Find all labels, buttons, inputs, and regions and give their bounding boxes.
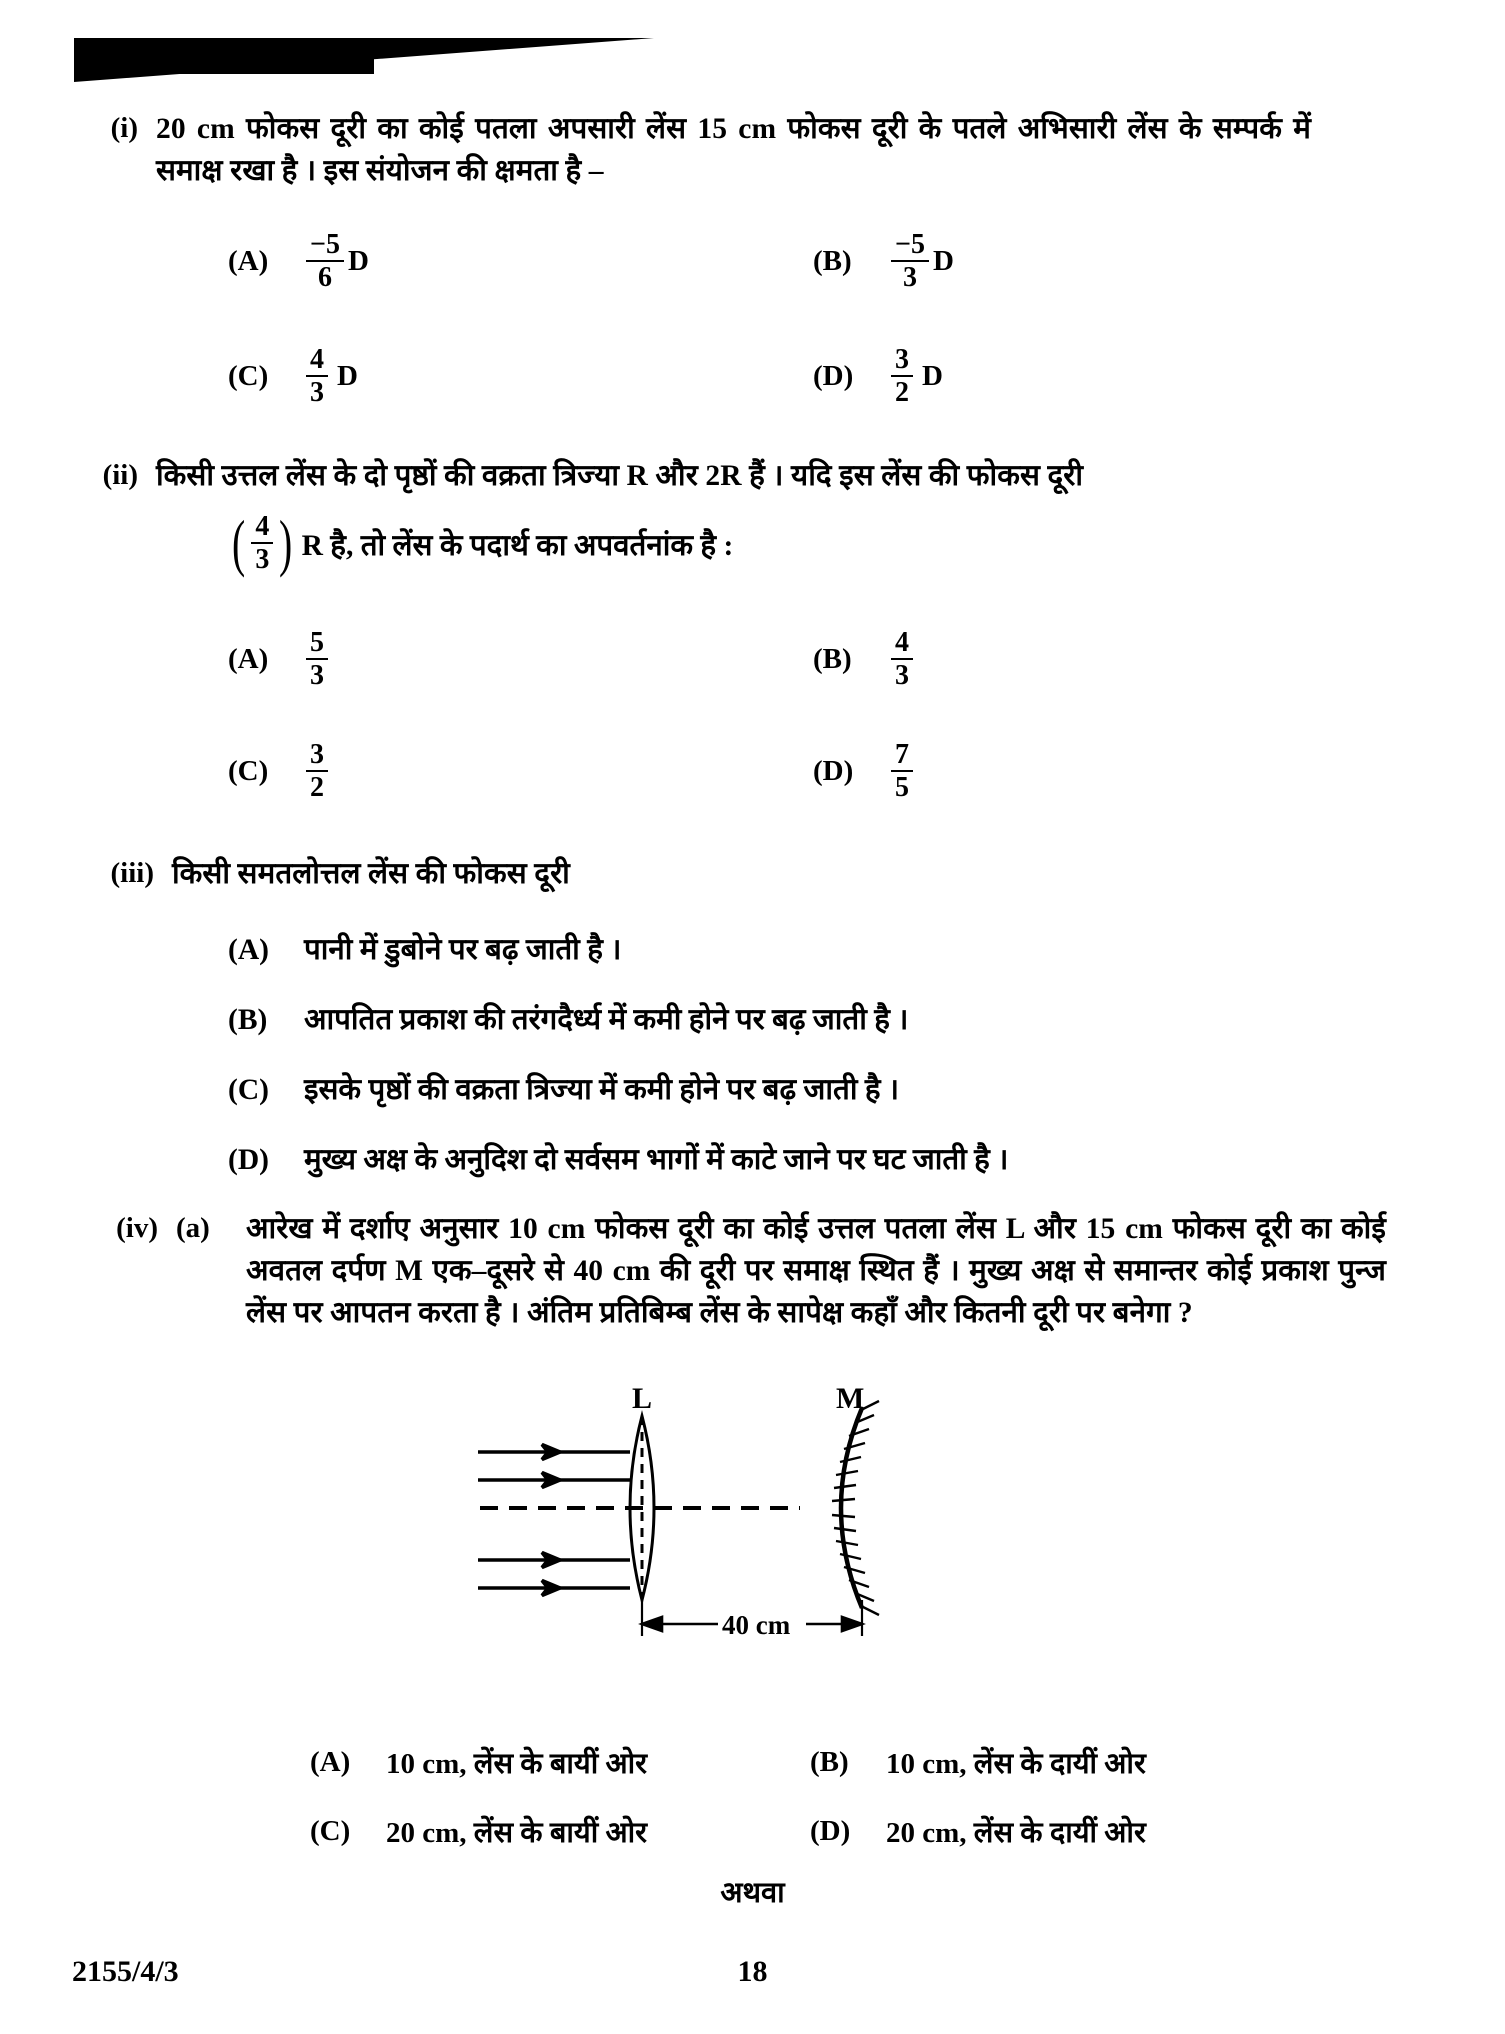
option-i-B-value xyxy=(889,230,954,292)
concave-mirror-arc xyxy=(841,1408,862,1608)
question-iv-text: आरेख में दर्शाए अनुसार 10 cm फोकस दूरी का कोई उत्तल पतला लेंस L और 15 cm फोकस दूरी का कोई अवतल दर्पण M एक–दूसरे से 40 cm की दूरी पर समाक्ष स्थित हैं । मुख्य अक्ष से समान्तर कोई प्रकाश पुन्ज लेंस पर आपतन करता है । अंतिम प्रतिबिम्ब लेंस के सापेक्ष कहाँ और कितनी दूरी पर बनेगा ? xyxy=(246,1213,1386,1330)
option-ii-C-value xyxy=(304,740,330,802)
option-iv-B[interactable] xyxy=(810,1743,1310,1782)
question-ii xyxy=(72,455,1452,497)
option-iv-B-text: 10 cm, लेंस के दायीं ओर xyxy=(886,1748,1146,1780)
fraction xyxy=(251,512,273,574)
option-i-D[interactable] xyxy=(813,345,1398,407)
option-i-B-tag: (B) xyxy=(813,244,852,277)
fraction-denominator: 3 xyxy=(310,377,324,409)
option-iv-D-text: 20 cm, लेंस के दायीं ओर xyxy=(886,1817,1146,1849)
question-ii-options-row-2 xyxy=(228,740,1428,802)
option-ii-A[interactable] xyxy=(228,628,813,690)
fraction-numerator: 4 xyxy=(891,628,913,660)
option-iii-D-text: मुख्य अक्ष के अनुदिश दो सर्वसम भागों में काटे जाने पर घट जाती है । xyxy=(304,1144,1009,1176)
lens-mirror-diagram xyxy=(470,1382,890,1640)
option-iii-D[interactable] xyxy=(228,1137,1378,1178)
fraction-numerator: −5 xyxy=(891,230,929,262)
option-iii-C[interactable] xyxy=(228,1067,1378,1108)
fraction-numerator: 3 xyxy=(306,740,328,772)
incident-rays xyxy=(478,1445,630,1596)
fraction-numerator: 7 xyxy=(891,740,913,772)
question-i-text: 20 cm फोकस दूरी का कोई पतला अपसारी लेंस 15 cm फोकस दूरी के पतले अभिसारी लेंस के सम्पर्क में समाक्ष रखा है । इस संयोजन की क्षमता है – xyxy=(156,113,1311,188)
fraction-denominator: 2 xyxy=(895,377,909,409)
optics-ray-diagram-svg xyxy=(470,1390,890,1640)
option-iv-C-tag: (C) xyxy=(310,1815,351,1847)
option-i-C[interactable] xyxy=(228,345,813,407)
option-ii-D-tag: (D) xyxy=(813,754,854,787)
question-i-options-row-2 xyxy=(228,345,1428,407)
fraction-denominator: 6 xyxy=(317,262,332,294)
option-i-D-unit: D xyxy=(922,359,943,392)
option-i-C-unit: D xyxy=(337,359,358,392)
fraction xyxy=(306,628,328,690)
question-ii-options-row-1 xyxy=(228,628,1428,690)
option-i-C-tag: (C) xyxy=(228,359,269,392)
option-i-D-tag: (D) xyxy=(813,359,854,392)
option-i-A-value xyxy=(304,230,369,292)
question-ii-text-line1: किसी उत्तल लेंस के दो पृष्ठों की वक्रता त्रिज्या R और 2R हैं । यदि इस लेंस की फोकस दूरी xyxy=(156,460,1084,492)
question-iv-options-row-1 xyxy=(310,1743,1460,1782)
option-ii-B[interactable] xyxy=(813,628,1398,690)
option-iii-C-tag: (C) xyxy=(228,1074,269,1106)
question-i xyxy=(72,108,1437,192)
option-iv-A-text: 10 cm, लेंस के बायीं ओर xyxy=(386,1748,647,1780)
fraction xyxy=(306,740,328,802)
option-ii-A-tag: (A) xyxy=(228,642,269,675)
option-ii-C-tag: (C) xyxy=(228,754,269,787)
option-iv-A-tag: (A) xyxy=(310,1746,351,1778)
option-iv-A[interactable] xyxy=(310,1743,810,1782)
fraction-denominator: 3 xyxy=(902,262,917,294)
fraction xyxy=(891,628,913,690)
option-ii-D[interactable] xyxy=(813,740,1398,802)
option-i-B[interactable] xyxy=(813,230,1398,292)
option-i-C-value xyxy=(304,345,358,407)
option-ii-B-value xyxy=(889,628,915,690)
lens-label: L xyxy=(632,1382,653,1415)
fraction-denominator: 2 xyxy=(310,772,324,804)
parenthesized-fraction xyxy=(228,507,297,579)
fraction-denominator: 3 xyxy=(255,544,270,576)
option-ii-B-tag: (B) xyxy=(813,642,852,675)
option-iii-D-tag: (D) xyxy=(228,1144,269,1176)
option-iii-A-tag: (A) xyxy=(228,934,269,966)
fraction-numerator: 4 xyxy=(306,345,328,377)
question-iv xyxy=(72,1208,1472,1335)
option-iv-D-tag: (D) xyxy=(810,1815,851,1847)
mirror-label: M xyxy=(836,1382,865,1415)
option-i-A[interactable] xyxy=(228,230,813,292)
option-iii-A-text: पानी में डुबोने पर बढ़ जाती है । xyxy=(304,934,622,966)
question-i-number: (i) xyxy=(110,112,138,144)
page-number: 18 xyxy=(737,1955,768,1988)
question-iii-text: किसी समतलोत्तल लेंस की फोकस दूरी xyxy=(172,858,570,890)
question-i-options-row-1 xyxy=(228,230,1428,292)
question-iv-number: (iv) xyxy=(116,1212,158,1244)
question-ii-number: (ii) xyxy=(102,459,138,491)
option-iii-B[interactable] xyxy=(228,997,1378,1038)
option-iv-C[interactable] xyxy=(310,1812,810,1851)
fraction xyxy=(891,230,929,292)
question-iii-number: (iii) xyxy=(110,857,154,889)
question-iv-sub-label: (a) xyxy=(176,1212,210,1244)
fraction-denominator: 3 xyxy=(310,660,324,692)
option-iii-A[interactable] xyxy=(228,927,1378,968)
fraction-numerator: 4 xyxy=(251,512,273,544)
fraction-numerator: 5 xyxy=(306,628,328,660)
option-iii-B-text: आपतित प्रकाश की तरंगदैर्ध्य में कमी होने पर बढ़ जाती है । xyxy=(304,1004,909,1036)
option-ii-C[interactable] xyxy=(228,740,813,802)
fraction-denominator: 3 xyxy=(895,660,909,692)
right-paren: ) xyxy=(279,507,293,579)
question-iv-options-row-2 xyxy=(310,1812,1460,1851)
option-iv-C-text: 20 cm, लेंस के बायीं ओर xyxy=(386,1817,647,1849)
option-i-B-unit: D xyxy=(932,244,954,277)
option-iv-B-tag: (B) xyxy=(810,1746,849,1778)
distance-label: 40 cm xyxy=(718,1610,794,1641)
left-paren: ( xyxy=(232,507,246,579)
fraction xyxy=(306,345,328,407)
option-i-A-unit: D xyxy=(347,244,369,277)
option-iii-C-text: इसके पृष्ठों की वक्रता त्रिज्या में कमी होने पर बढ़ जाती है । xyxy=(304,1074,900,1106)
scan-artifact-wedge xyxy=(74,38,654,82)
option-iv-D[interactable] xyxy=(810,1812,1310,1851)
option-i-A-tag: (A) xyxy=(228,244,269,277)
paper-code: 2155/4/3 xyxy=(72,1955,179,1988)
question-ii-text-line2 xyxy=(228,507,734,579)
fraction-numerator: −5 xyxy=(306,230,344,262)
fraction xyxy=(891,740,913,802)
question-iii xyxy=(72,853,1272,895)
fraction-numerator: 3 xyxy=(891,345,913,377)
or-separator: अथवा xyxy=(720,1877,785,1909)
option-i-D-value xyxy=(889,345,943,407)
fraction xyxy=(891,345,913,407)
option-ii-D-value xyxy=(889,740,915,802)
question-ii-line2-text: R है, तो लेंस के पदार्थ का अपवर्तनांक है : xyxy=(301,529,734,562)
option-ii-A-value xyxy=(304,628,330,690)
option-iii-B-tag: (B) xyxy=(228,1004,268,1036)
fraction-denominator: 5 xyxy=(895,772,909,804)
fraction xyxy=(306,230,344,292)
